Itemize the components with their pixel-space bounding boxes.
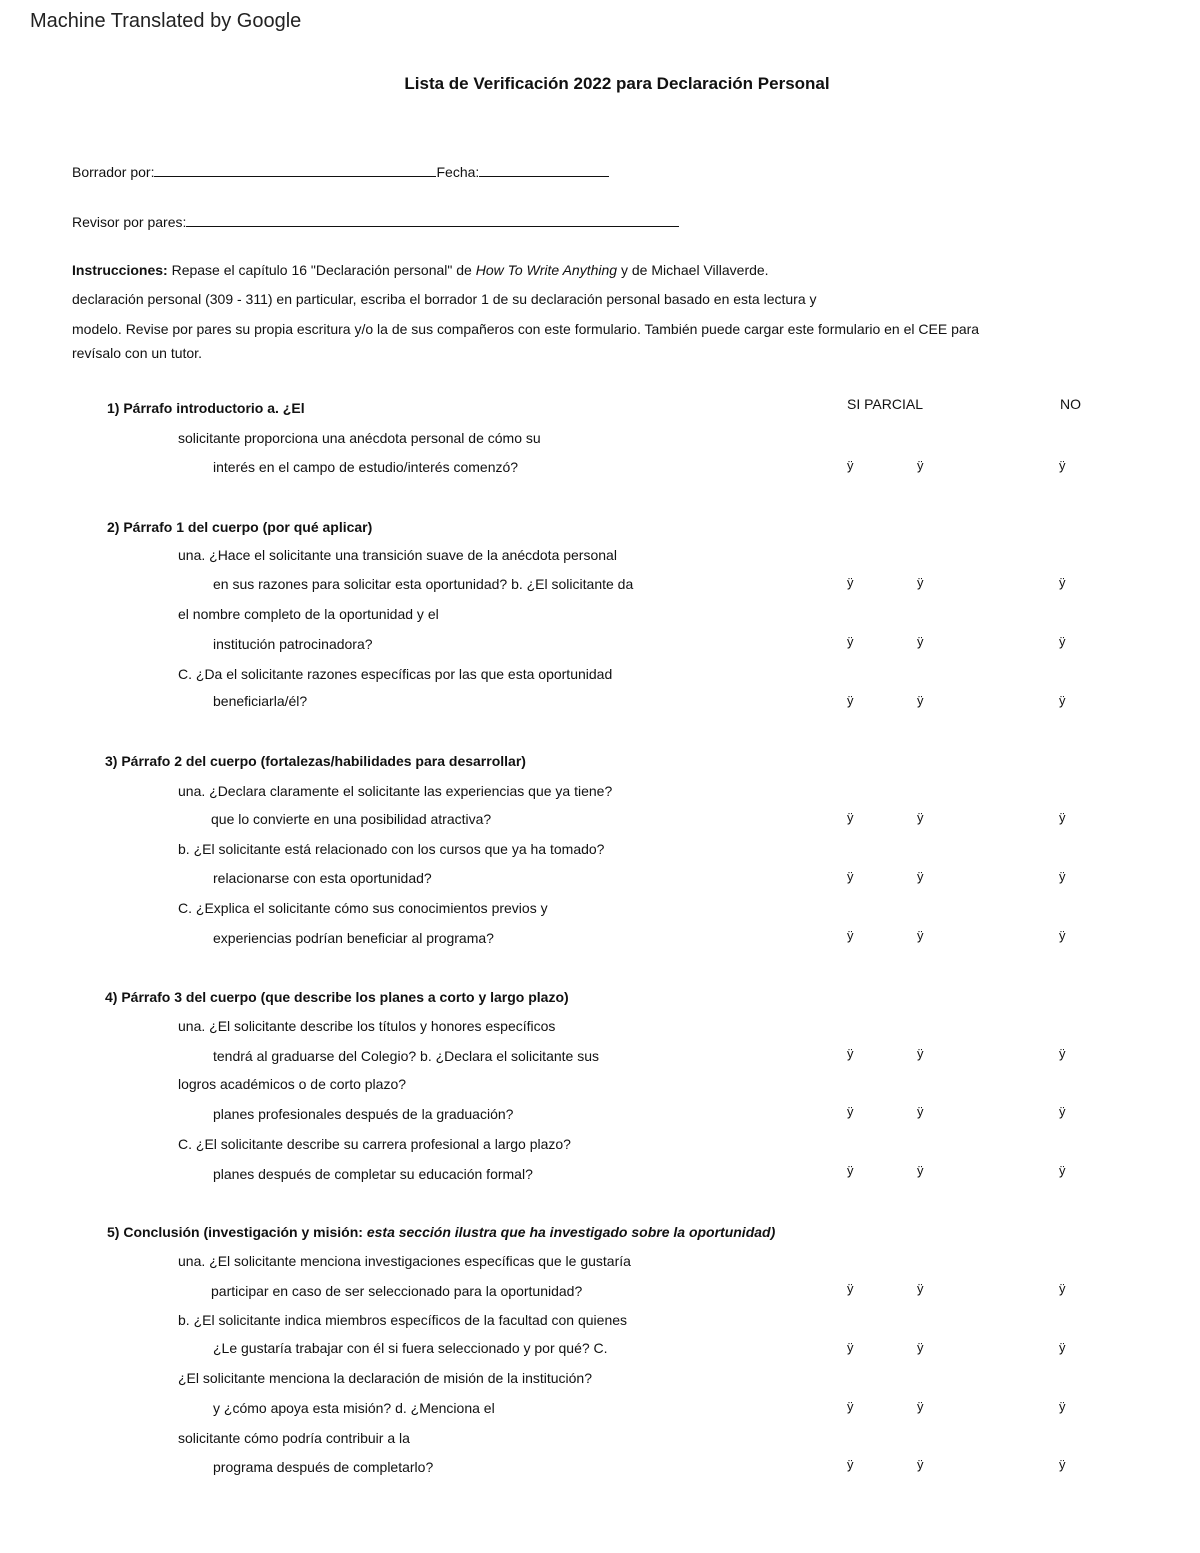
question-line: b. ¿El solicitante indica miembros específicos de la facultad con quienes: [178, 1312, 628, 1328]
question-line: participar en caso de ser seleccionado para la oportunidad?: [211, 1283, 583, 1299]
question-line: programa después de completarlo?: [213, 1459, 434, 1475]
section-2-heading: 2) Párrafo 1 del cuerpo (por qué aplicar): [107, 519, 373, 535]
section-3-heading: 3) Párrafo 2 del cuerpo (fortalezas/habilidades para desarrollar): [105, 753, 526, 769]
book-title: How To Write Anything: [475, 262, 618, 278]
question-line: C. ¿Explica el solicitante cómo sus conocimientos previos y: [178, 900, 548, 916]
mark-parcial-checkbox[interactable]: ÿ: [917, 1104, 924, 1119]
mark-parcial-checkbox[interactable]: ÿ: [917, 810, 924, 825]
drafter-blank[interactable]: [154, 162, 436, 177]
mark-no-checkbox[interactable]: ÿ: [1059, 1457, 1066, 1472]
mark-parcial-checkbox[interactable]: ÿ: [917, 928, 924, 943]
mark-no-checkbox[interactable]: ÿ: [1059, 869, 1066, 884]
reviewer-field[interactable]: [72, 212, 679, 230]
mark-si-checkbox[interactable]: ÿ: [847, 1457, 854, 1472]
question-line: solicitante proporciona una anécdota personal de cómo su: [178, 430, 541, 446]
mark-parcial-checkbox[interactable]: ÿ: [917, 1046, 924, 1061]
mark-no-checkbox[interactable]: ÿ: [1059, 810, 1066, 825]
mark-si-checkbox[interactable]: ÿ: [847, 869, 854, 884]
mark-parcial-checkbox[interactable]: ÿ: [917, 1281, 924, 1296]
drafter-field[interactable]: [72, 162, 609, 180]
column-si-parcial: SI PARCIAL: [847, 396, 923, 412]
instructions-line-1: [72, 262, 769, 278]
date-blank[interactable]: [479, 162, 609, 177]
question-line: ¿Le gustaría trabajar con él si fuera seleccionado y por qué? C.: [213, 1340, 608, 1356]
mark-no-checkbox[interactable]: ÿ: [1059, 928, 1066, 943]
date-label: Fecha:: [436, 164, 480, 180]
instructions-text: y de Michael Villaverde.: [617, 262, 769, 278]
mark-parcial-checkbox[interactable]: ÿ: [917, 1457, 924, 1472]
mark-parcial-checkbox[interactable]: ÿ: [917, 1340, 924, 1355]
instructions-text: Repase el capítulo 16 "Declaración personal" de: [167, 262, 476, 278]
mark-no-checkbox[interactable]: ÿ: [1059, 1046, 1066, 1061]
mark-parcial-checkbox[interactable]: ÿ: [917, 575, 924, 590]
mark-si-checkbox[interactable]: ÿ: [847, 1046, 854, 1061]
mark-si-checkbox[interactable]: ÿ: [847, 1340, 854, 1355]
instructions-line-4: revísalo con un tutor.: [72, 345, 202, 361]
question-line: logros académicos o de corto plazo?: [178, 1076, 407, 1092]
mark-si-checkbox[interactable]: ÿ: [847, 1104, 854, 1119]
section-1-heading: 1) Párrafo introductorio a. ¿El: [107, 400, 305, 416]
mark-parcial-checkbox[interactable]: ÿ: [917, 869, 924, 884]
question-line: experiencias podrían beneficiar al programa?: [213, 930, 494, 946]
question-line: ¿El solicitante menciona la declaración de misión de la institución?: [178, 1370, 592, 1386]
mark-no-checkbox[interactable]: ÿ: [1059, 1281, 1066, 1296]
instructions-line-3: modelo. Revise por pares su propia escritura y/o la de sus compañeros con este formulario. También puede cargar este formulario en el CEE para: [72, 321, 980, 337]
mark-no-checkbox[interactable]: ÿ: [1059, 634, 1066, 649]
question-line: una. ¿El solicitante describe los títulos y honores específicos: [178, 1018, 556, 1034]
question-line: C. ¿El solicitante describe su carrera profesional a largo plazo?: [178, 1136, 571, 1152]
question-line: C. ¿Da el solicitante razones específicas por las que esta oportunidad: [178, 666, 613, 682]
mark-no-checkbox[interactable]: ÿ: [1059, 458, 1066, 473]
section-5-heading-note: esta sección ilustra que ha investigado sobre la oportunidad): [366, 1224, 776, 1240]
translation-banner: Machine Translated by Google: [30, 10, 302, 32]
section-5-heading-main: 5) Conclusión (investigación y misión:: [107, 1224, 367, 1240]
question-line: y ¿cómo apoya esta misión? d. ¿Menciona el: [213, 1400, 495, 1416]
question-line: beneficiarla/él?: [213, 693, 308, 709]
mark-parcial-checkbox[interactable]: ÿ: [917, 1399, 924, 1414]
question-line: planes profesionales después de la graduación?: [213, 1106, 514, 1122]
mark-parcial-checkbox[interactable]: ÿ: [917, 458, 924, 473]
question-line: en sus razones para solicitar esta oportunidad? b. ¿El solicitante da: [213, 576, 634, 592]
question-line: una. ¿Declara claramente el solicitante las experiencias que ya tiene?: [178, 783, 613, 799]
mark-si-checkbox[interactable]: ÿ: [847, 634, 854, 649]
question-line: planes después de completar su educación formal?: [213, 1166, 533, 1182]
question-line: b. ¿El solicitante está relacionado con los cursos que ya ha tomado?: [178, 841, 605, 857]
mark-parcial-checkbox[interactable]: ÿ: [917, 1163, 924, 1178]
question-line: el nombre completo de la oportunidad y el: [178, 606, 439, 622]
question-line: que lo convierte en una posibilidad atractiva?: [211, 811, 492, 827]
drafter-label: Borrador por:: [72, 164, 155, 180]
question-line: institución patrocinadora?: [213, 636, 373, 652]
mark-no-checkbox[interactable]: ÿ: [1059, 575, 1066, 590]
question-line: solicitante cómo podría contribuir a la: [178, 1430, 410, 1446]
question-line: una. ¿Hace el solicitante una transición suave de la anécdota personal: [178, 547, 617, 563]
reviewer-label: Revisor por pares:: [72, 214, 187, 230]
mark-no-checkbox[interactable]: ÿ: [1059, 1104, 1066, 1119]
mark-si-checkbox[interactable]: ÿ: [847, 1163, 854, 1178]
question-line: relacionarse con esta oportunidad?: [213, 870, 432, 886]
mark-si-checkbox[interactable]: ÿ: [847, 810, 854, 825]
mark-no-checkbox[interactable]: ÿ: [1059, 1399, 1066, 1414]
mark-no-checkbox[interactable]: ÿ: [1059, 693, 1066, 708]
mark-no-checkbox[interactable]: ÿ: [1059, 1340, 1066, 1355]
instructions-line-2: declaración personal (309 - 311) en particular, escriba el borrador 1 de su declaración personal basado en esta lectura y: [72, 291, 817, 307]
reviewer-blank[interactable]: [186, 212, 679, 227]
mark-si-checkbox[interactable]: ÿ: [847, 693, 854, 708]
mark-si-checkbox[interactable]: ÿ: [847, 928, 854, 943]
mark-si-checkbox[interactable]: ÿ: [847, 458, 854, 473]
mark-si-checkbox[interactable]: ÿ: [847, 1399, 854, 1414]
question-line: una. ¿El solicitante menciona investigaciones específicas que le gustaría: [178, 1253, 631, 1269]
question-line: tendrá al graduarse del Colegio? b. ¿Declara el solicitante sus: [213, 1048, 599, 1064]
question-line: interés en el campo de estudio/interés comenzó?: [213, 459, 519, 475]
section-5-heading: [107, 1224, 775, 1240]
mark-parcial-checkbox[interactable]: ÿ: [917, 634, 924, 649]
document-title: Lista de Verificación 2022 para Declaración Personal: [404, 74, 830, 93]
column-no: NO: [1060, 396, 1081, 412]
instructions-label: Instrucciones:: [72, 262, 168, 278]
mark-no-checkbox[interactable]: ÿ: [1059, 1163, 1066, 1178]
mark-parcial-checkbox[interactable]: ÿ: [917, 693, 924, 708]
mark-si-checkbox[interactable]: ÿ: [847, 575, 854, 590]
mark-si-checkbox[interactable]: ÿ: [847, 1281, 854, 1296]
section-4-heading: 4) Párrafo 3 del cuerpo (que describe los planes a corto y largo plazo): [105, 989, 569, 1005]
